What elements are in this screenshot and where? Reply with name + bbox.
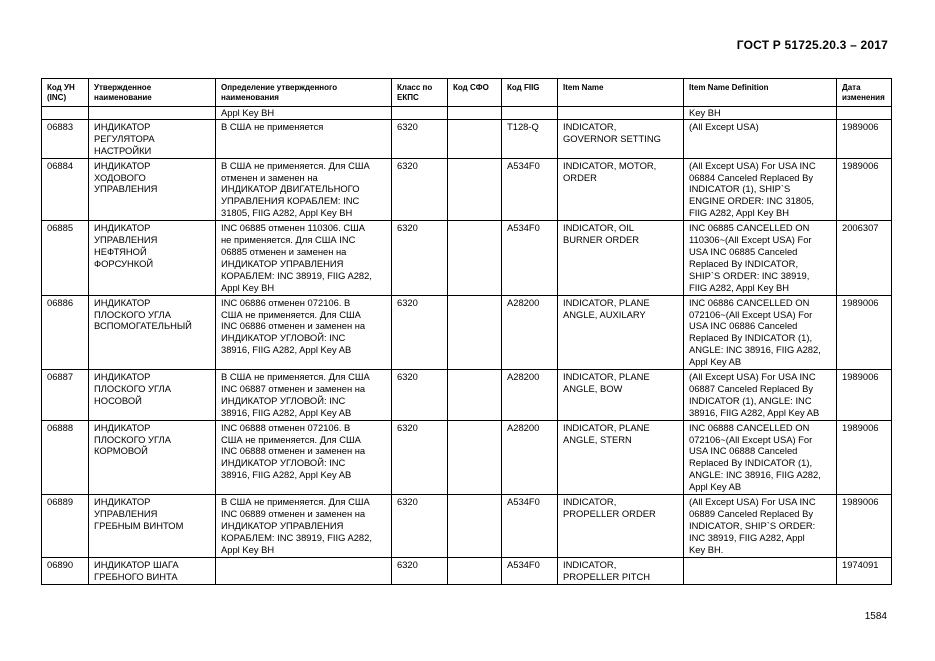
cell-definition: INC 06886 отменен 072106. В США не применяется. Для США INC 06886 отменен и заменен на ИНДИКАТОР УГЛОВОЙ: INC 38916, FIIG A282, Appl Key AB [216,295,392,369]
cell-item-name: INDICATOR, PLANE ANGLE, BOW [558,370,684,421]
cell-name: ИНДИКАТОР ПЛОСКОГО УГЛА ВСПОМОГАТЕЛЬНЫЙ [89,295,216,369]
cell-class: 6320 [392,158,448,221]
cell-sfo [448,495,502,558]
cell-date: 1989006 [837,495,892,558]
cell-date [837,107,892,120]
cell-fiig: A28200 [502,370,558,421]
cell-name: ИНДИКАТОР ШАГА ГРЕБНОГО ВИНТА [89,557,216,584]
cell-item-name: INDICATOR, PLANE ANGLE, STERN [558,420,684,494]
cell-name [89,107,216,120]
cell-date: 1974091 [837,557,892,584]
cell-definition: Appl Key BH [216,107,392,120]
cell-definition: INC 06885 отменен 110306. США не применяется. Для США INC 06885 отменен и заменен на ИНДИКАТОР УПРАВЛЕНИЯ КОРАБЛЕМ: INC 38919, FIIG A282, Appl Key BH [216,221,392,295]
cell-item-definition: Key BH [684,107,837,120]
col-header-definition: Определение утвержденного наименования [216,79,392,107]
cell-item-name: INDICATOR, OIL BURNER ORDER [558,221,684,295]
cell-sfo [448,158,502,221]
cell-code: 06887 [42,370,89,421]
table-row [42,370,892,421]
inc-table [41,78,892,585]
cell-definition: В США не применяется. Для США отменен и заменен на ИНДИКАТОР ДВИГАТЕЛЬНОГО УПРАВЛЕНИЯ КОРАБЛЕМ: INC 31805, FIIG A282, Appl Key BH [216,158,392,221]
cell-definition: В США не применяется. Для США INC 06889 отменен и заменен на ИНДИКАТОР УПРАВЛЕНИЯ КОРАБЛЕМ: INC 38919, FIIG A282, Appl Key BH [216,495,392,558]
cell-class: 6320 [392,221,448,295]
table-row [42,158,892,221]
cell-name: ИНДИКАТОР ПЛОСКОГО УГЛА НОСОВОЙ [89,370,216,421]
cell-fiig: A534F0 [502,495,558,558]
continuation-row [42,107,892,120]
cell-fiig [502,107,558,120]
cell-date: 1989006 [837,295,892,369]
cell-item-definition: (All Except USA) For USA INC 06889 Canceled Replaced By INDICATOR, SHIP`S ORDER: INC 38919, FIIG A282, Appl Key BH. [684,495,837,558]
cell-fiig: A28200 [502,295,558,369]
col-header-name: Утвержденное наименование [89,79,216,107]
cell-class: 6320 [392,557,448,584]
cell-code [42,107,89,120]
col-header-item-name: Item Name [558,79,684,107]
cell-name: ИНДИКАТОР ПЛОСКОГО УГЛА КОРМОВОЙ [89,420,216,494]
table-row [42,557,892,584]
table-row [42,420,892,494]
cell-name: ИНДИКАТОР ХОДОВОГО УПРАВЛЕНИЯ [89,158,216,221]
table-row [42,295,892,369]
cell-class: 6320 [392,295,448,369]
cell-item-definition: (All Except USA) [684,119,837,158]
cell-definition [216,557,392,584]
cell-fiig: A534F0 [502,221,558,295]
cell-item-name: INDICATOR, GOVERNOR SETTING [558,119,684,158]
cell-fiig: A534F0 [502,158,558,221]
cell-fiig: A28200 [502,420,558,494]
cell-code: 06884 [42,158,89,221]
cell-fiig: A534F0 [502,557,558,584]
cell-sfo [448,370,502,421]
cell-item-definition: INC 06888 CANCELLED ON 072106~(All Except USA) For USA INC 06888 Canceled Replaced By INDICATOR (1), ANGLE: INC 38916, FIIG A282, Appl Key AB [684,420,837,494]
cell-code: 06885 [42,221,89,295]
cell-class: 6320 [392,370,448,421]
cell-sfo [448,557,502,584]
table-row [42,119,892,158]
cell-sfo [448,295,502,369]
cell-code: 06886 [42,295,89,369]
cell-definition: В США не применяется. Для США INC 06887 отменен и заменен на ИНДИКАТОР УГЛОВОЙ: INC 38916, FIIG A282, Appl Key AB [216,370,392,421]
col-header-code: Код УН (INC) [42,79,89,107]
cell-class: 6320 [392,495,448,558]
col-header-sfo: Код СФО [448,79,502,107]
col-header-class: Класс по ЕКПС [392,79,448,107]
cell-date: 1989006 [837,370,892,421]
table-row [42,495,892,558]
cell-code: 06890 [42,557,89,584]
col-header-item-definition: Item Name Definition [684,79,837,107]
cell-class: 6320 [392,420,448,494]
cell-date: 1989006 [837,420,892,494]
table-header-row [42,79,892,107]
cell-item-name: INDICATOR, PROPELLER PITCH [558,557,684,584]
cell-code: 06889 [42,495,89,558]
cell-item-definition: (All Except USA) For USA INC 06887 Canceled Replaced By INDICATOR (1), ANGLE: INC 38916, FIIG A282, Appl Key AB [684,370,837,421]
cell-sfo [448,221,502,295]
cell-name: ИНДИКАТОР УПРАВЛЕНИЯ ГРЕБНЫМ ВИНТОМ [89,495,216,558]
cell-date: 1989006 [837,119,892,158]
cell-name: ИНДИКАТОР РЕГУЛЯТОРА НАСТРОЙКИ [89,119,216,158]
cell-code: 06888 [42,420,89,494]
cell-item-definition: INC 06886 CANCELLED ON 072106~(All Except USA) For USA INC 06886 Canceled Replaced By INDICATOR (1), ANGLE: INC 38916, FIIG A282, Appl Key AB [684,295,837,369]
cell-item-definition: (All Except USA) For USA INC 06884 Canceled Replaced By INDICATOR (1), SHIP`S ENGINE ORDER: INC 31805, FIIG A282, Appl Key BH [684,158,837,221]
cell-class: 6320 [392,119,448,158]
page-number: 1584 [864,611,887,622]
col-header-date: Дата изменения [837,79,892,107]
cell-item-name [558,107,684,120]
table-row [42,221,892,295]
cell-item-name: INDICATOR, PLANE ANGLE, AUXILARY [558,295,684,369]
cell-fiig: T128-Q [502,119,558,158]
cell-class [392,107,448,120]
cell-item-definition: INC 06885 CANCELLED ON 110306~(All Except USA) For USA INC 06885 Canceled Replaced By INDICATOR, SHIP`S ORDER: INC 38919, FIIG A282, Appl Key BH [684,221,837,295]
cell-definition: В США не применяется [216,119,392,158]
cell-date: 1989006 [837,158,892,221]
col-header-fiig: Код FIIG [502,79,558,107]
cell-definition: INC 06888 отменен 072106. В США не применяется. Для США INC 06888 отменен и заменен на ИНДИКАТОР УГЛОВОЙ: INC 38916, FIIG A282, Appl Key AB [216,420,392,494]
document-standard-title: ГОСТ Р 51725.20.3 – 2017 [736,38,888,52]
cell-code: 06883 [42,119,89,158]
cell-name: ИНДИКАТОР УПРАВЛЕНИЯ НЕФТЯНОЙ ФОРСУНКОЙ [89,221,216,295]
cell-item-name: INDICATOR, MOTOR, ORDER [558,158,684,221]
cell-sfo [448,420,502,494]
cell-item-definition [684,557,837,584]
cell-item-name: INDICATOR, PROPELLER ORDER [558,495,684,558]
cell-sfo [448,107,502,120]
cell-date: 2006307 [837,221,892,295]
cell-sfo [448,119,502,158]
